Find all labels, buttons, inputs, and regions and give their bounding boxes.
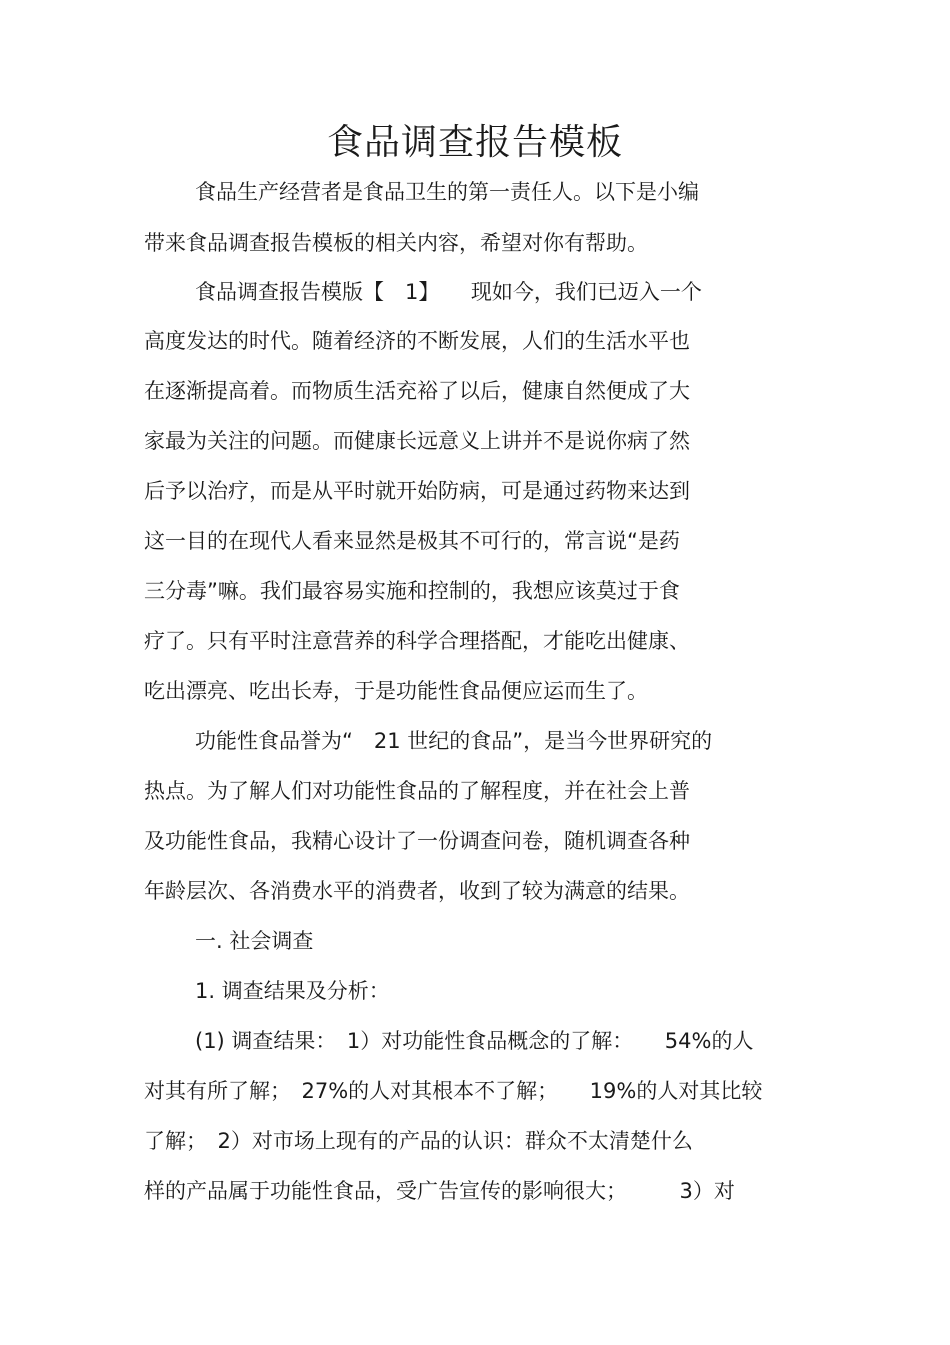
paragraph-line: (1) 调查结果： 1）对功能性食品概念的了解： 54%的人 <box>195 1029 754 1053</box>
paragraph-line: 疗了。只有平时注意营养的科学合理搭配，才能吃出健康、 <box>144 629 690 653</box>
paragraph-line: 热点。为了解人们对功能性食品的了解程度，并在社会上普 <box>144 779 690 803</box>
paragraph-line: 食品调查报告模版【 1】 现如今，我们已迈入一个 <box>195 280 702 304</box>
paragraph-line: 功能性食品誉为“ 21 世纪的食品”，是当今世界研究的 <box>195 729 713 753</box>
document-title: 食品调查报告模板 <box>326 122 623 163</box>
paragraph-line: 在逐渐提高着。而物质生活充裕了以后，健康自然便成了大 <box>144 379 690 403</box>
paragraph-line: 三分毒”嘛。我们最容易实施和控制的，我想应该莫过于食 <box>144 579 680 603</box>
paragraph-line: 及功能性食品，我精心设计了一份调查问卷，随机调查各种 <box>144 829 690 853</box>
paragraph-line: 年龄层次、各消费水平的消费者，收到了较为满意的结果。 <box>144 879 690 903</box>
subsection-heading: 1. 调查结果及分析： <box>195 979 390 1003</box>
paragraph-line: 食品生产经营者是食品卫生的第一责任人。以下是小编 <box>195 180 699 204</box>
paragraph-line: 这一目的在现代人看来显然是极其不可行的，常言说“是药 <box>144 529 680 553</box>
paragraph-line: 了解； 2）对市场上现有的产品的认识：群众不太清楚什么 <box>144 1129 693 1153</box>
paragraph-line: 高度发达的时代。随着经济的不断发展，人们的生活水平也 <box>144 329 690 353</box>
paragraph-line: 带来食品调查报告模板的相关内容，希望对你有帮助。 <box>144 231 648 255</box>
paragraph-line: 对其有所了解； 27%的人对其根本不了解； 19%的人对其比较 <box>144 1079 763 1103</box>
paragraph-line: 样的产品属于功能性食品，受广告宣传的影响很大； 3）对 <box>144 1179 735 1203</box>
section-heading: 一. 社会调查 <box>195 929 314 953</box>
paragraph-line: 后予以治疗，而是从平时就开始防病，可是通过药物来达到 <box>144 479 690 503</box>
paragraph-line: 吃出漂亮、吃出长寿，于是功能性食品便应运而生了。 <box>144 679 648 703</box>
paragraph-line: 家最为关注的问题。而健康长远意义上讲并不是说你病了然 <box>144 429 690 453</box>
